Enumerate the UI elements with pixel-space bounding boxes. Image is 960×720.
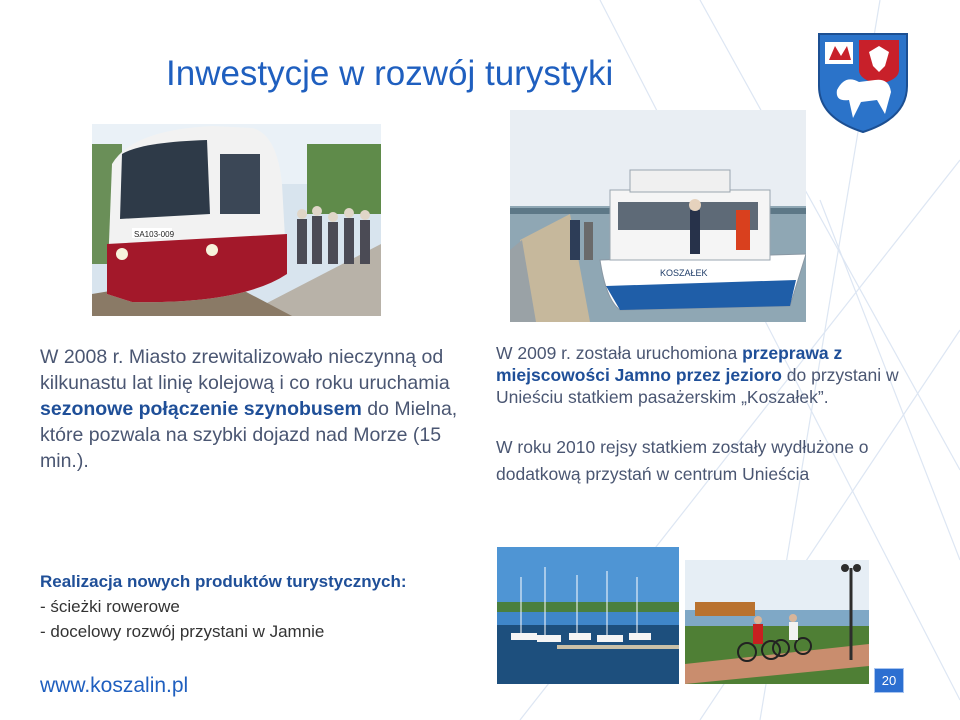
rail-investment-paragraph — [40, 344, 480, 474]
slide-title: Inwestycje w rozwój turystyki — [166, 54, 614, 93]
page-number-badge: 20 — [874, 668, 904, 693]
cruise-extension-paragraph: W roku 2010 rejsy statkiem zostały wydłużone o dodatkową przystań w centrum Unieścia — [496, 437, 869, 484]
marina-photo — [497, 547, 679, 684]
city-coat-of-arms-icon — [815, 30, 911, 134]
text-span: W 2008 r. Miasto zrewitalizowało nieczynną od kilkunastu lat linię kolejową i co roku uruchamia — [40, 346, 450, 394]
cyclists-photo — [685, 560, 869, 684]
list-item: - docelowy rozwój przystani w Jamnie — [40, 622, 325, 641]
text-span: do przystani w Unieściu statkiem pasażerskim „Koszałek”. — [496, 365, 899, 407]
ferry-crossing-paragraph — [496, 342, 956, 408]
train-photo — [92, 124, 381, 316]
new-products-section — [40, 569, 407, 644]
text-span: W 2009 r. została uruchomiona — [496, 343, 743, 363]
ferry-name-label: KOSZAŁEK — [660, 268, 708, 278]
emphasis-text: sezonowe połączenie szynobusem — [40, 398, 362, 420]
text-span: do Mielna, które pozwala na szybki dojazd nad Morze (15 min.). — [40, 398, 458, 472]
train-number-label: SA103-009 — [134, 230, 175, 239]
list-item: - ścieżki rowerowe — [40, 597, 180, 616]
emphasis-text: przeprawa z miejscowości Jamno przez jezioro — [496, 343, 843, 385]
footer-url: www.koszalin.pl — [40, 674, 189, 697]
new-products-heading: Realizacja nowych produktów turystycznych: — [40, 572, 407, 591]
ferry-photo — [510, 110, 806, 322]
